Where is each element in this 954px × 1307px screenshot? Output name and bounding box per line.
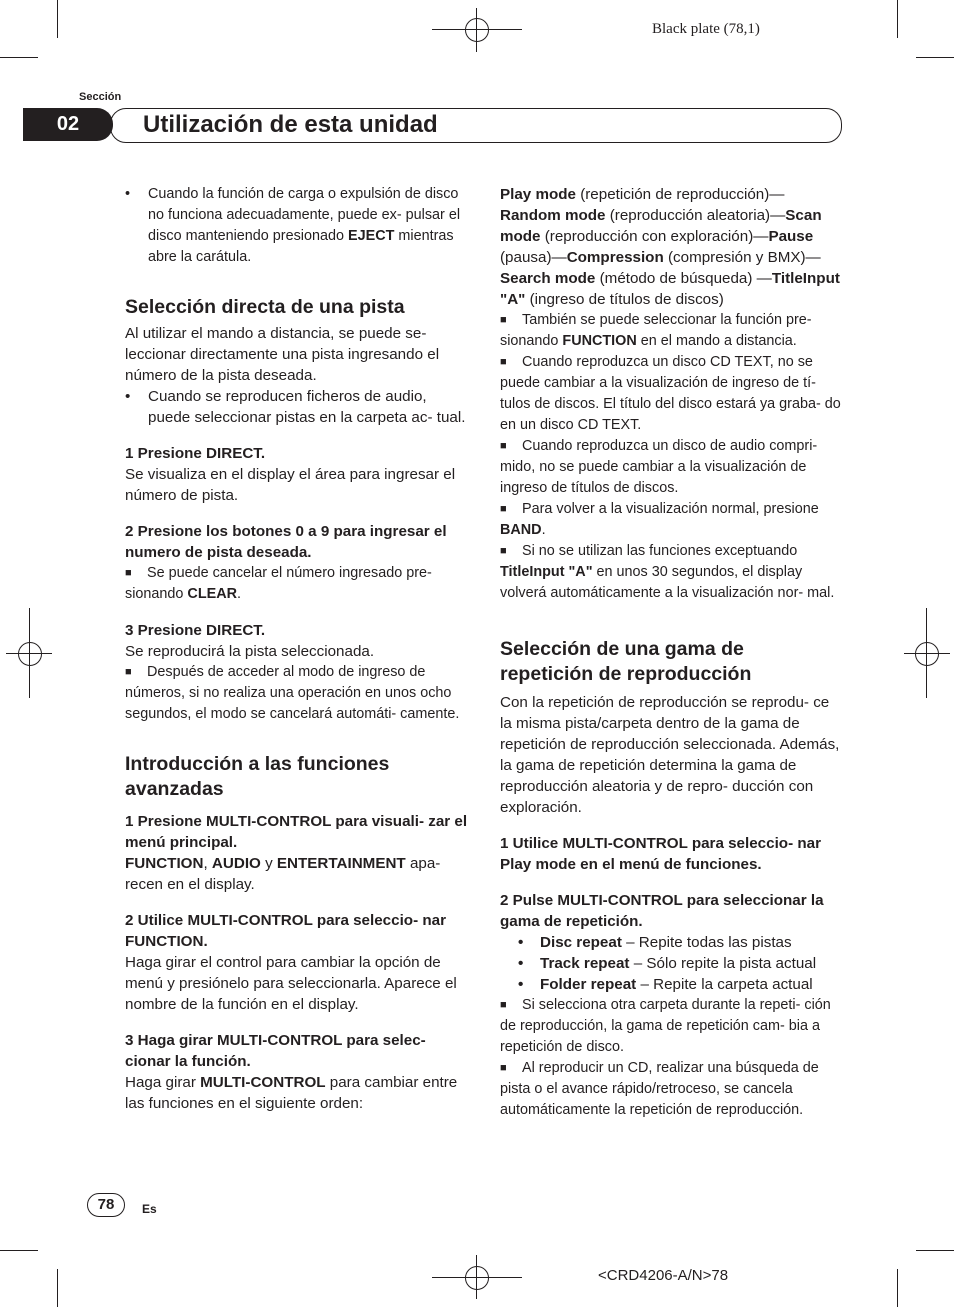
item-text: – Repite la carpeta actual [636, 976, 813, 993]
heading-direct: Selección directa de una pista [125, 296, 405, 318]
section-title: Utilización de esta unidad [143, 111, 438, 138]
folder-repeat-label: Folder repeat [540, 976, 637, 993]
note-text: en el mando a distancia. [636, 333, 797, 349]
note-text: Si no se utilizan las funciones exceptuando [522, 543, 798, 559]
note: ■ Cuando reproduzca un disco CD TEXT, no se puede cambiar a la visualización de ingreso de tí- tulos de discos. El título del disco estará ya graba- do en un disco CD TEXT. [500, 354, 841, 433]
pause-label: Pause [768, 228, 814, 245]
multi-control-label: MULTI-CONTROL [200, 1074, 326, 1091]
random-mode-label: Random mode [500, 207, 606, 224]
item-text: – Sólo repite la pista actual [629, 955, 817, 972]
registration-mark [465, 18, 489, 42]
order-text: (ingreso de títulos de discos) [525, 291, 724, 308]
page-number: 78 [87, 1193, 125, 1217]
section-number: 02 [23, 108, 113, 141]
paragraph: Al utilizar el mando a distancia, se puede se- leccionar directamente una pista ingresando el número de la pista deseada. [125, 325, 440, 384]
list-item: • Track repeat – Sólo repite la pista actual [518, 955, 817, 972]
crop-mark [897, 1269, 898, 1307]
paragraph: Se reproducirá la pista seleccionada. [125, 643, 375, 660]
order-text: (reproducción aleatoria)— [605, 207, 786, 224]
paragraph-text: para cambiar entre las funciones en el siguiente orden: [125, 1074, 458, 1112]
step-title: 3 Haga girar MULTI-CONTROL para selec- cionar la función. [125, 1032, 426, 1070]
crop-mark [0, 1250, 38, 1251]
paragraph: Haga girar el control para cambiar la opción de menú y presiónelo para seleccionarla. Aparece el nombre de la función en el display. [125, 954, 457, 1013]
order-text: (repetición de reproducción)— [575, 186, 785, 203]
step-title: 3 Presione DIRECT. [125, 622, 266, 639]
order-text: (método de búsqueda) — [595, 270, 772, 287]
note-text: . [237, 586, 241, 602]
order-text: (compresión y BMX)— [663, 249, 821, 266]
crop-mark [0, 57, 38, 58]
separator: , [203, 855, 212, 872]
clear-label: CLEAR [187, 586, 237, 602]
note-text: Cuando reproduzca un disco de audio compri- mido, no se puede cambiar a la visualización de ingreso de títulos de discos. [500, 438, 818, 496]
disc-repeat-label: Disc repeat [540, 934, 622, 951]
note-text: en unos 30 segundos, el display volverá automáticamente a la visualización nor- mal. [500, 564, 835, 601]
note-text: Después de acceder al modo de ingreso de números, si no realiza una operación en unos ocho segundos, el modo se cancelará automáti- camente. [125, 664, 460, 722]
plate-label: Black plate (78,1) [652, 21, 760, 37]
order-text: (pausa)— [500, 249, 567, 266]
separator: y [260, 855, 277, 872]
note-text: También se puede seleccionar la función pre- sionando [500, 312, 812, 349]
scan-mode-label: Scan mode [500, 207, 822, 245]
step-title: 2 Utilice MULTI-CONTROL para seleccio- nar FUNCTION. [125, 912, 446, 950]
document-code: <CRD4206-A/N>78 [598, 1267, 729, 1284]
band-label: BAND [500, 522, 542, 538]
list-item: • Disc repeat – Repite todas las pistas [518, 934, 792, 951]
note-text: Se puede cancelar el número ingresado pre- sionando [125, 565, 432, 602]
bullet: • Cuando se reproducen ficheros de audio, puede seleccionar pistas en la carpeta ac- tual. [125, 388, 466, 426]
note: ■ Después de acceder al modo de ingreso de números, si no realiza una operación en unos ocho segundos, el modo se cancelará automáti- camente. [125, 664, 460, 722]
paragraph: Se visualiza en el display el área para ingresar el número de pista. [125, 466, 456, 504]
note: ■ Cuando reproduzca un disco de audio compri- mido, no se puede cambiar a la visualización de ingreso de títulos de discos. [500, 438, 818, 496]
bullet-text: Cuando la función de carga o expulsión de disco no funciona adecuadamente, puede ex- pulsar el disco manteniendo presionado [148, 186, 461, 244]
entertainment-label: ENTERTAINMENT [276, 855, 406, 872]
note-text: . [541, 522, 546, 538]
heading-advanced: Introducción a las funciones avanzadas [125, 753, 390, 800]
left-column [125, 184, 470, 1114]
audio-label: AUDIO [211, 855, 261, 872]
note-text: Al reproducir un CD, realizar una búsqueda de pista o el avance rápido/retroceso, se cancela automáticamente la repetición de reproducción. [500, 1060, 819, 1118]
step-title: 2 Pulse MULTI-CONTROL para seleccionar la gama de repetición. [500, 892, 824, 930]
note: ■ También se puede seleccionar la función pre- sionando FUNCTION en el mando a distancia. [500, 312, 812, 349]
note-text: Para volver a la visualización normal, presione [522, 501, 819, 517]
search-mode-label: Search mode [500, 270, 596, 287]
function-label: FUNCTION [562, 333, 637, 349]
eject-label: EJECT [348, 228, 395, 244]
function-label: FUNCTION [125, 855, 204, 872]
note: ■ Para volver a la visualización normal, presione BAND. [500, 501, 819, 538]
note: ■ Al reproducir un CD, realizar una búsqueda de pista o el avance rápido/retroceso, se cancela automáticamente la repetición de reproducción. [500, 1060, 819, 1118]
track-repeat-label: Track repeat [540, 955, 630, 972]
titleinput-label: TitleInput "A" [500, 564, 593, 580]
paragraph-text: apa- recen en el display. [125, 855, 441, 893]
crop-mark [897, 0, 898, 38]
note: ■ Se puede cancelar el número ingresado pre- sionando CLEAR. [125, 565, 432, 602]
crop-mark [916, 1250, 954, 1251]
paragraph [125, 1072, 470, 1114]
function-order [500, 184, 845, 310]
crop-mark [57, 1269, 58, 1307]
step-title: 1 Presione MULTI-CONTROL para visuali- zar el menú principal. [125, 813, 468, 851]
registration-mark [18, 642, 42, 666]
step-title: 1 Utilice MULTI-CONTROL para seleccio- nar Play mode en el menú de funciones. [500, 835, 821, 873]
bullet-eject: • Cuando la función de carga o expulsión de disco no funciona adecuadamente, puede ex- pulsar el disco manteniendo presionado EJECT mientras abre la carátula. [125, 186, 461, 265]
step-title: 2 Presione los botones 0 a 9 para ingresar el numero de pista deseada. [125, 523, 447, 561]
bullet-text: Cuando se reproducen ficheros de audio, puede seleccionar pistas en la carpeta ac- tual. [148, 388, 466, 426]
note: ■ Si no se utilizan las funciones exceptuando TitleInput "A" en unos 30 segundos, el display volverá automáticamente a la visualización nor- mal. [500, 543, 835, 601]
registration-mark [915, 642, 939, 666]
list-item: • Folder repeat – Repite la carpeta actual [518, 976, 813, 993]
item-text: – Repite todas las pistas [621, 934, 792, 951]
crop-mark [916, 57, 954, 58]
paragraph [125, 853, 470, 895]
note-text: Cuando reproduzca un disco CD TEXT, no se puede cambiar a la visualización de ingreso de tí- tulos de discos. El título del disco estará ya graba- do en un disco CD TEXT. [500, 354, 841, 433]
section-label: Sección [79, 91, 122, 103]
note: ■ Si selecciona otra carpeta durante la repeti- ción de reproducción, la gama de repetición cam- bia a repetición de disco. [500, 997, 831, 1055]
language-label: Es [142, 1202, 157, 1216]
note-text: Si selecciona otra carpeta durante la repeti- ción de reproducción, la gama de repetición cam- bia a repetición de disco. [500, 997, 831, 1055]
play-mode-label: Play mode [500, 186, 576, 203]
crop-mark [57, 0, 58, 38]
step-title: 1 Presione DIRECT. [125, 445, 266, 462]
registration-mark [465, 1266, 489, 1290]
bullet-text: mientras abre la carátula. [148, 228, 454, 265]
paragraph-text: Haga girar [125, 1074, 201, 1091]
order-text: (reproducción con exploración)— [540, 228, 769, 245]
titleinput-label: TitleInput "A" [500, 270, 840, 308]
paragraph: Con la repetición de reproducción se reprodu- ce la misma pista/carpeta dentro de la gama de repetición de reproducción seleccionada. Además, la gama de repetición determina la gama de reproducción aleatoria y de repro- ducción con exploración. [500, 694, 840, 816]
right-column [500, 184, 845, 1121]
compression-label: Compression [566, 249, 664, 266]
heading-repeat: Selección de una gama de repetición de reproducción [500, 638, 752, 685]
